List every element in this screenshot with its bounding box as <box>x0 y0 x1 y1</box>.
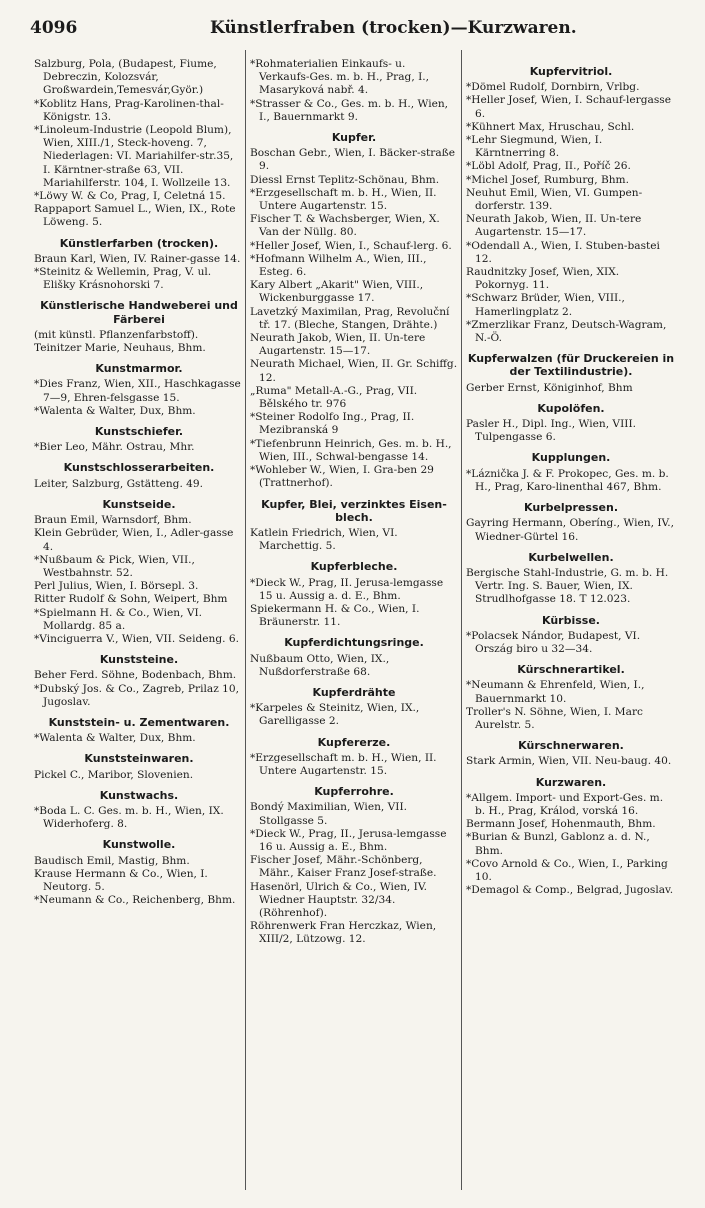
directory-entry: *Boda L. C. Ges. m. b. H., Wien, IX. Widerhoferg. 8. <box>34 804 224 831</box>
directory-entry: *Steinitz & Wellemin, Prag, V. ul. Elišky Krásnohorski 7. <box>34 266 212 292</box>
column-1 <box>34 58 244 907</box>
directory-entry: Pickel C., Maribor, Slovenien. <box>34 768 194 781</box>
directory-entry: *Löwy W. & Co, Prag, I, Celetná 15. <box>34 190 226 203</box>
directory-entry: *Dubský Jos. & Co., Zagreb, Prilaz 10, Jugoslav. <box>34 682 239 708</box>
directory-entry: *Covo Arnold & Co., Wien, I., Parking 10. <box>466 857 668 883</box>
directory-entry: Pasler H., Dipl. Ing., Wien, VIII. Tulpengasse 6. <box>466 418 637 444</box>
directory-entry: Teinitzer Marie, Neuhaus, Bhm. <box>34 342 206 355</box>
column-divider <box>245 50 246 1190</box>
directory-entry: *Löbl Adolf, Prag, II., Poříč 26. <box>466 160 631 173</box>
section-heading: Kunstschlosserarbeiten. <box>63 461 215 475</box>
directory-entry: *Koblitz Hans, Prag-Karolinen-thal-Königstr. 13. <box>34 97 224 123</box>
column-3 <box>466 58 676 897</box>
section-heading: Künstlerfarben (trocken). <box>59 236 219 250</box>
directory-entry: Gayring Hermann, Oberíng., Wien, IV., Wiedner-Gürtel 16. <box>466 517 675 543</box>
directory-entry: *Wohleber W., Wien, I. Gra-ben 29 (Trattnerhof). <box>250 464 434 490</box>
page-header <box>30 14 680 42</box>
directory-entry: Perl Julius, Wien, I. Börsepl. 3. <box>34 580 199 593</box>
section-heading: Kupferbleche. <box>310 560 398 574</box>
directory-entry: *Schwarz Brüder, Wien, VIII., Hamerlingplatz 2. <box>466 292 625 318</box>
directory-entry: *Dieck W., Prag, II. Jerusa-lemgasse 15 u. Aussig a. d. E., Bhm. <box>250 576 444 602</box>
directory-entry: *Spielmann H. & Co., Wien, VI. Mollardg. 85 a. <box>34 606 203 632</box>
directory-entry: Leiter, Salzburg, Gstätteng. 49. <box>34 477 204 490</box>
directory-entry: *Neumann & Co., Reichenberg, Bhm. <box>34 894 236 907</box>
directory-entry: Gerber Ernst, Königinhof, Bhm <box>466 381 633 394</box>
directory-entry: Braun Emil, Warnsdorf, Bhm. <box>34 514 192 527</box>
section-heading: Kürschnerwaren. <box>518 739 624 753</box>
directory-entry: Bergische Stahl-Industrie, G. m. b. H. Vertr. Ing. S. Bauer, Wien, IX. Strudlhofgasse 18. T 12.023. <box>466 566 669 606</box>
directory-entry: *Kühnert Max, Hruschau, Schl. <box>466 120 635 133</box>
directory-entry: *Strasser & Co., Ges. m. b. H., Wien, I., Bauernmarkt 9. <box>250 97 449 123</box>
directory-entry: *Tiefenbrunn Heinrich, Ges. m. b. H., Wien, III., Schwal-bengasse 14. <box>250 437 452 463</box>
section-heading: Kupolöfen. <box>537 401 605 415</box>
directory-entry: *Heller Josef, Wien, I., Schauf-lerg. 6. <box>250 239 452 252</box>
section-heading: Kupfervitriol. <box>529 65 613 78</box>
directory-entry: *Polacsek Nándor, Budapest, VI. Ország biro u 32—34. <box>466 629 641 655</box>
section-heading: Kurbelpressen. <box>523 501 618 515</box>
section-heading: Kunststeine. <box>99 653 179 667</box>
directory-entry: Bermann Josef, Hohenmauth, Bhm. <box>466 818 656 831</box>
directory-entry: Kary Albert „Akarit" Wien, VIII., Wickenburggasse 17. <box>250 279 424 305</box>
directory-entry: *Walenta & Walter, Dux, Bhm. <box>34 732 196 745</box>
directory-entry: Röhrenwerk Fran Herczkaz, Wien, XIII/2, Lützowg. 12. <box>250 920 437 946</box>
directory-entry: *Linoleum-Industrie (Leopold Blum), Wien, XIII./1, Steck-hoveng. 7, Niederlagen: VI. Mariahilfer-str.35, I. Kärntner-straße 63, VII. Mariahilferstr. 104, I. Wollzeile 13. <box>34 124 234 189</box>
section-heading: Kunstwolle. <box>102 838 176 852</box>
directory-entry: *Dies Franz, Wien, XII., Haschkagasse 7—9, Ehren-felsgasse 15. <box>34 378 241 404</box>
section-heading: Kupferdrähte <box>312 685 396 699</box>
directory-entry: *Michel Josef, Rumburg, Bhm. <box>466 173 629 186</box>
section-heading: Kupfer, Blei, verzinktes Eisen-blech. <box>261 497 447 524</box>
section-heading: Kunststein- u. Zementwaren. <box>48 715 230 729</box>
directory-entry: Rappaport Samuel L., Wien, IX., Rote Löweng. 5. <box>34 203 236 229</box>
page-title: Künstlerfraben (trocken)—Kurzwaren. <box>210 18 577 38</box>
directory-entry: *Bier Leo, Mähr. Ostrau, Mhr. <box>34 441 195 454</box>
directory-entry: Nußbaum Otto, Wien, IX., Nußdorferstraße 68. <box>250 652 390 678</box>
directory-entry: *Dömel Rudolf, Dornbirn, Vrlbg. <box>466 81 640 94</box>
directory-entry: Hasenörl, Ulrich & Co., Wien, IV. Wiedner Hauptstr. 32/34. (Röhrenhof). <box>250 880 428 919</box>
directory-entry: Fischer T. & Wachsberger, Wien, X. Van der Nüllg. 80. <box>250 213 440 239</box>
section-heading: Kupfer. <box>331 131 377 145</box>
directory-entry: Lavetzký Maximilan, Prag, Revoluční tř. 17. (Bleche, Stangen, Drähte.) <box>250 305 450 331</box>
directory-entry: *Lehr Siegmund, Wien, I. Kärntnerring 8. <box>466 134 603 160</box>
directory-entry: „Ruma" Metall-A.-G., Prag, VII. Bělského tr. 976 <box>250 384 418 411</box>
section-heading: Kunstschiefer. <box>94 425 184 439</box>
directory-entry: Boschan Gebr., Wien, I. Bäcker-straße 9. <box>250 147 455 173</box>
directory-entry: Neurath Jakob, Wien, II. Un-tere Augartenstr. 15—17. <box>250 332 426 358</box>
directory-entry: *Dieck W., Prag, II., Jerusa-lemgasse 16 u. Aussig a. E., Bhm. <box>250 827 447 853</box>
directory-entry: Fischer Josef, Mähr.-Schönberg, Mähr., Kaiser Franz Josef-straße. <box>250 854 437 880</box>
directory-entry: Troller's N. Söhne, Wien, I. Marc Aurelstr. 5. <box>466 705 643 731</box>
directory-entry: Krause Hermann & Co., Wien, I. Neutorg. 5. <box>34 867 208 893</box>
section-heading: Kurbelwellen. <box>528 550 614 564</box>
directory-entry: *Zmerzlikar Franz, Deutsch-Wagram, N.-Ö. <box>466 318 667 345</box>
section-heading: Kunstseide. <box>102 497 176 511</box>
directory-entry: *Steiner Rodolfo Ing., Prag, II. Mezibranská 9 <box>250 411 415 437</box>
directory-entry: *Walenta & Walter, Dux, Bhm. <box>34 404 196 417</box>
section-heading: Kupplungen. <box>531 451 611 465</box>
column-2 <box>250 58 458 947</box>
directory-entry: Beher Ferd. Söhne, Bodenbach, Bhm. <box>34 669 237 682</box>
section-heading: Kupferwalzen (für Druckereien in der Textilindustrie). <box>467 352 675 379</box>
directory-entry: *Demagol & Comp., Belgrad, Jugoslav. <box>466 884 674 897</box>
directory-entry: *Allgem. Import- und Export-Ges. m. b. H., Prag, Králod, vorská 16. <box>466 791 664 817</box>
section-heading: Kunstmarmor. <box>95 362 183 376</box>
directory-entry: Spiekermann H. & Co., Wien, I. Bräunerstr. 11. <box>250 602 420 629</box>
directory-entry: *Karpeles & Steinitz, Wien, IX., Garelligasse 2. <box>250 702 420 728</box>
directory-entry: Ritter Rudolf & Sohn, Weipert, Bhm <box>34 593 228 606</box>
section-heading: Kupferrohre. <box>314 785 394 799</box>
section-heading: Kunstwachs. <box>99 788 179 802</box>
directory-entry: Neurath Jakob, Wien, II. Un-tere Augartenstr. 15—17. <box>466 213 642 239</box>
directory-entry: *Burian & Bunzl, Gablonz a. d. N., Bhm. <box>466 831 650 857</box>
page-number: 4096 <box>30 18 78 38</box>
section-heading: Künstlerische Handweberei und Färberei <box>40 299 238 326</box>
directory-entry: Bondý Maximilian, Wien, VII. Stollgasse 5. <box>250 801 408 827</box>
directory-entry: Braun Karl, Wien, IV. Rainer-gasse 14. <box>34 252 241 265</box>
directory-entry: Klein Gebrüder, Wien, I., Adler-gasse 4. <box>34 527 234 553</box>
section-heading: Kürbisse. <box>542 613 600 627</box>
section-heading: Kupferdichtungsringe. <box>284 636 424 650</box>
directory-entry: *Neumann & Ehrenfeld, Wien, I., Bauernmarkt 10. <box>466 679 645 705</box>
section-heading: Kupfererze. <box>317 735 391 749</box>
directory-entry: *Heller Josef, Wien, I. Schauf-lergasse 6. <box>466 94 671 120</box>
directory-entry: *Erzgesellschaft m. b. H., Wien, II. Untere Augartenstr. 15. <box>250 751 437 777</box>
section-heading: Kunststeinwaren. <box>84 752 194 766</box>
directory-entry: *Rohmaterialien Einkaufs- u. Verkaufs-Ges. m. b. H., Prag, I., Masaryková nabř. 4. <box>250 58 429 97</box>
directory-entry: *Hofmann Wilhelm A., Wien, III., Esteg. 6. <box>250 252 427 279</box>
directory-entry: Baudisch Emil, Mastig, Bhm. <box>34 854 190 867</box>
directory-entry: Diessl Ernst Teplitz-Schönau, Bhm. <box>250 173 440 186</box>
directory-entry: *Erzgesellschaft m. b. H., Wien, II. Untere Augartenstr. 15. <box>250 186 437 213</box>
directory-entry: Raudnitzky Josef, Wien, XIX. Pokornyg. 11. <box>466 266 620 292</box>
section-heading: Kürschnerartikel. <box>517 663 625 677</box>
directory-entry: *Vinciguerra V., Wien, VII. Seideng. 6. <box>34 632 239 645</box>
column-divider <box>461 50 462 1190</box>
directory-entry: Stark Armin, Wien, VII. Neu-baug. 40. <box>466 755 672 768</box>
directory-entry: Neuhut Emil, Wien, VI. Gumpen-dorferstr. 139. <box>466 186 643 213</box>
directory-entry: *Nußbaum & Pick, Wien, VII., Westbahnstr. 52. <box>34 553 195 579</box>
section-heading: Kurzwaren. <box>535 775 607 789</box>
directory-entry: *Láznička J. & F. Prokopec, Ges. m. b. H., Prag, Karo-linenthal 467, Bhm. <box>466 467 669 493</box>
directory-entry: Katlein Friedrich, Wien, VI. Marchettig. 5. <box>250 526 398 553</box>
directory-entry: *Odendall A., Wien, I. Stuben-bastei 12. <box>466 239 660 265</box>
directory-entry: Neurath Michael, Wien, II. Gr. Schiffg. 12. <box>250 358 458 384</box>
directory-entry: (mit künstl. Pflanzenfarbstoff). <box>34 328 199 341</box>
directory-entry: Salzburg, Pola, (Budapest, Fiume, Debreczin, Kolozsvár, Großwardein,Temesvár,Györ.) <box>34 58 217 97</box>
